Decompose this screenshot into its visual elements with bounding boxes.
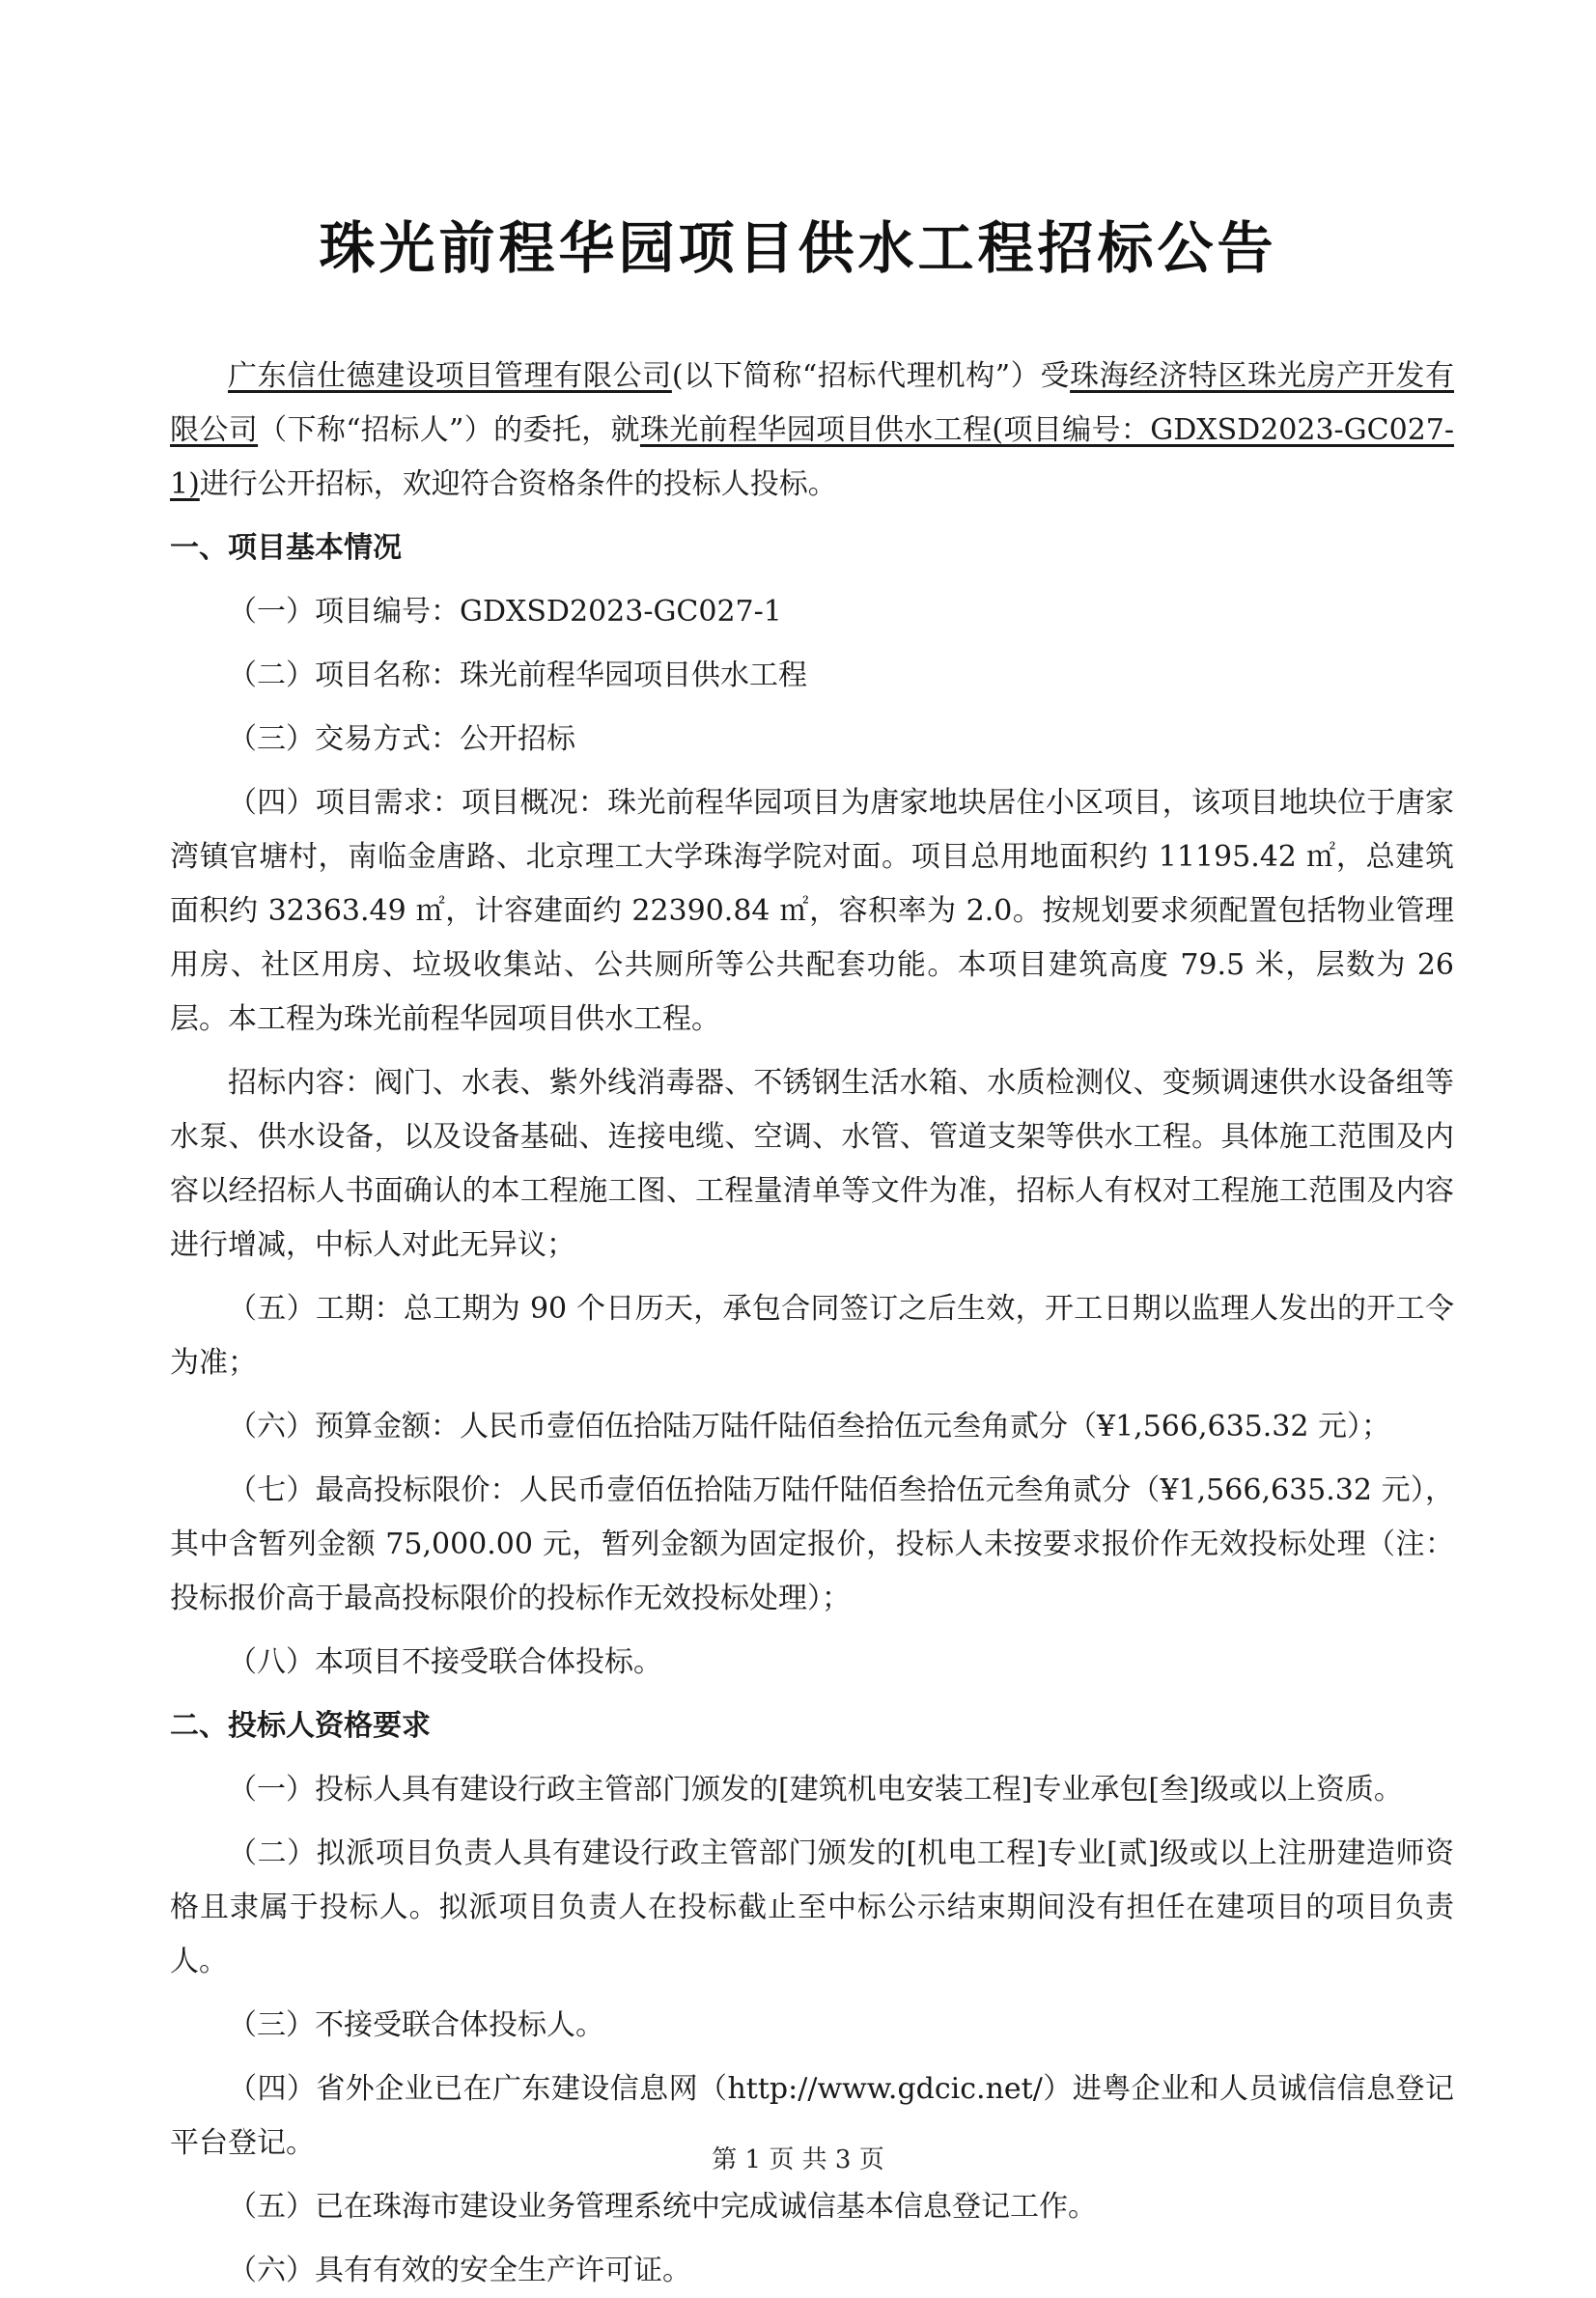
section2-item: （六）具有有效的安全生产许可证。: [228, 2254, 691, 2287]
section1-item: （六）预算金额：人民币壹佰伍拾陆万陆仟陆佰叁拾伍元叁角贰分（¥1,566,635.32 元）；: [228, 1410, 1391, 1443]
section1-item: （五）工期：总工期为 90 个日历天，承包合同签订之后生效，开工日期以监理人发出的开工令为准；: [170, 1292, 1454, 1380]
section1-heading: 一、项目基本情况: [170, 531, 402, 565]
section2-item: （四）省外企业已在广东建设信息网（http://www.gdcic.net/）进粤企业和人员诚信信息登记平台登记。: [170, 2072, 1454, 2160]
section1-item: （四）项目需求：项目概况：珠光前程华园项目为唐家地块居住小区项目，该项目地块位于唐家湾镇官塘村，南临金唐路、北京理工大学珠海学院对面。项目总用地面积约 11195.42 ㎡，总建筑面积约 32363.49 ㎡，计容建面约 22390.84 ㎡，容积率为 2.0。按规划要求须配置包括物业管理用房、社区用房、垃圾收集站、公共厕所等公共配套功能。本项目建筑高度 79.5 米，层数为 26 层。本工程为珠光前程华园项目供水工程。: [170, 786, 1454, 1036]
section1-item: （七）最高投标限价：人民币壹佰伍拾陆万陆仟陆佰叁拾伍元叁角贰分（¥1,566,635.32 元），其中含暂列金额 75,000.00 元，暂列金额为固定报价，投标人未按要求报价作无效投标处理（注：投标报价高于最高投标限价的投标作无效投标处理）；: [170, 1473, 1454, 1615]
section1-item: （一）项目编号：GDXSD2023-GC027-1: [228, 595, 782, 629]
section1-item: （三）交易方式：公开招标: [228, 722, 575, 756]
intro-text-2: （下称“招标人”）的委托，就: [258, 413, 640, 447]
section1-item: （二）项目名称：珠光前程华园项目供水工程: [228, 659, 807, 692]
section2-item: （五）已在珠海市建设业务管理系统中完成诚信基本信息登记工作。: [228, 2190, 1097, 2224]
agency-name: 广东信仕德建设项目管理有限公司: [228, 359, 672, 393]
section2-item: （二）拟派项目负责人具有建设行政主管部门颁发的[机电工程]专业[贰]级或以上注册建造师资格且隶属于投标人。拟派项目负责人在投标截止至中标公示结束期间没有担任在建项目的项目负责人。: [170, 1836, 1454, 1978]
section2-item: （一）投标人具有建设行政主管部门颁发的[建筑机电安装工程]专业承包[叁]级或以上资质。: [228, 1773, 1403, 1807]
intro-text-3: 进行公开招标，欢迎符合资格条件的投标人投标。: [199, 467, 837, 501]
section1-item: （八）本项目不接受联合体投标。: [228, 1645, 662, 1679]
intro-paragraph: [170, 350, 1454, 512]
intro-text-1: (以下简称“招标代理机构”）受: [671, 359, 1071, 393]
client-name: 珠海经济特区珠光房产开发有限公司: [170, 359, 1455, 447]
page-number: 第 1 页 共 3 页: [712, 2145, 884, 2174]
page-title: 珠光前程华园项目供水工程招标公告: [319, 215, 1277, 281]
project-name: 珠光前程华园项目供水工程(项目编号：GDXSD2023-GC027-1): [170, 413, 1455, 501]
section2-heading: 二、投标人资格要求: [170, 1709, 431, 1743]
section2-item: （三）不接受联合体投标人。: [228, 2008, 604, 2042]
document-body: [170, 350, 1454, 2298]
section1-item: 招标内容：阀门、水表、紫外线消毒器、不锈钢生活水箱、水质检测仪、变频调速供水设备组等水泵、供水设备，以及设备基础、连接电缆、空调、水管、管道支架等供水工程。具体施工范围及内容以经招标人书面确认的本工程施工图、工程量清单等文件为准，招标人有权对工程施工范围及内容进行增减，中标人对此无异议；: [170, 1066, 1454, 1262]
